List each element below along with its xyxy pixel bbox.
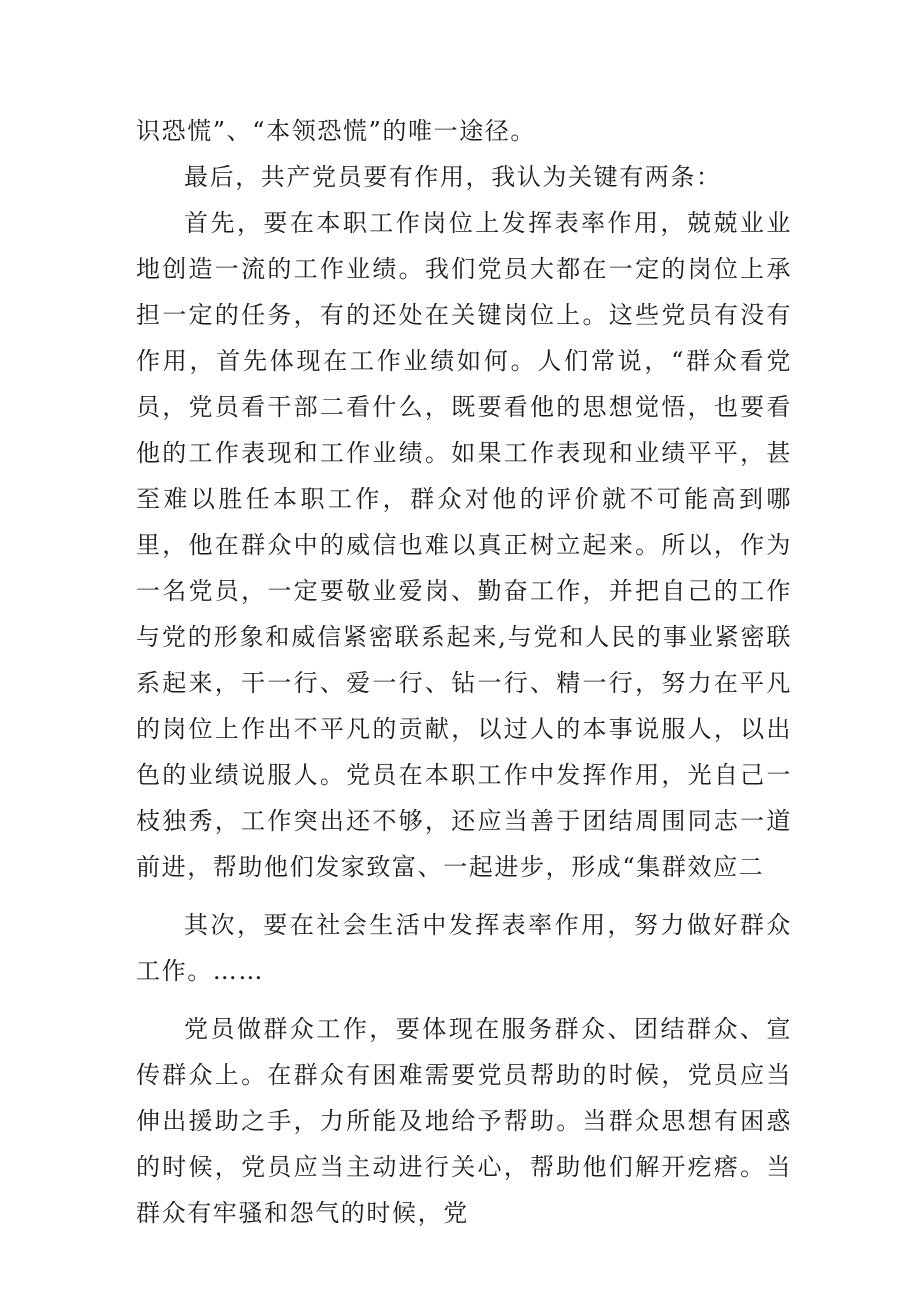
document-body [136, 108, 792, 1236]
paragraph-first-point: 首先，要在本职工作岗位上发挥表率作用，兢兢业业地创造一流的工作业绩。我们党员大都在一定的岗位上承担一定的任务，有的还处在关键岗位上。这些党员有没有作用，首先体现在工作业绩如何。人们常说，“群众看党员，党员看干部二看什么，既要看他的思想觉悟，也要看他的工作表现和工作业绩。如果工作表现和业绩平平，甚至难以胜任本职工作，群众对他的评价就不可能高到哪里，他在群众中的威信也难以真正树立起来。所以，作为一名党员，一定要敬业爱岗、勤奋工作，并把自己的工作与党的形象和威信紧密联系起来,与党和人民的事业紧密联系起来，干一行、爱一行、钻一行、精一行，努力在平凡的岗位上作出不平凡的贡献，以过人的本事说服人，以出色的业绩说服人。党员在本职工作中发挥作用，光自己一枝独秀，工作突出还不够，还应当善于团结周围同志一道前进，帮助他们发家致富、一起进步，形成“集群效应二 [136, 209, 792, 881]
paragraph-second-point: 其次，要在社会生活中发挥表率作用，努力做好群众工作。…… [136, 911, 792, 985]
paragraph-finally: 最后，共产党员要有作用，我认为关键有两条： [184, 163, 722, 191]
paragraph-continuation: 识恐慌”、“本领恐慌”的唯一途径。 [136, 117, 537, 145]
paragraph-mass-work: 党员做群众工作，要体现在服务群众、团结群众、宣传群众上。在群众有困难需要党员帮助的时候，党员应当伸出援助之手，力所能及地给予帮助。当群众思想有困惑的时候，党员应当主动进行关心，帮助他们解开疙瘩。当群众有牢骚和怨气的时候，党 [136, 1015, 792, 1227]
